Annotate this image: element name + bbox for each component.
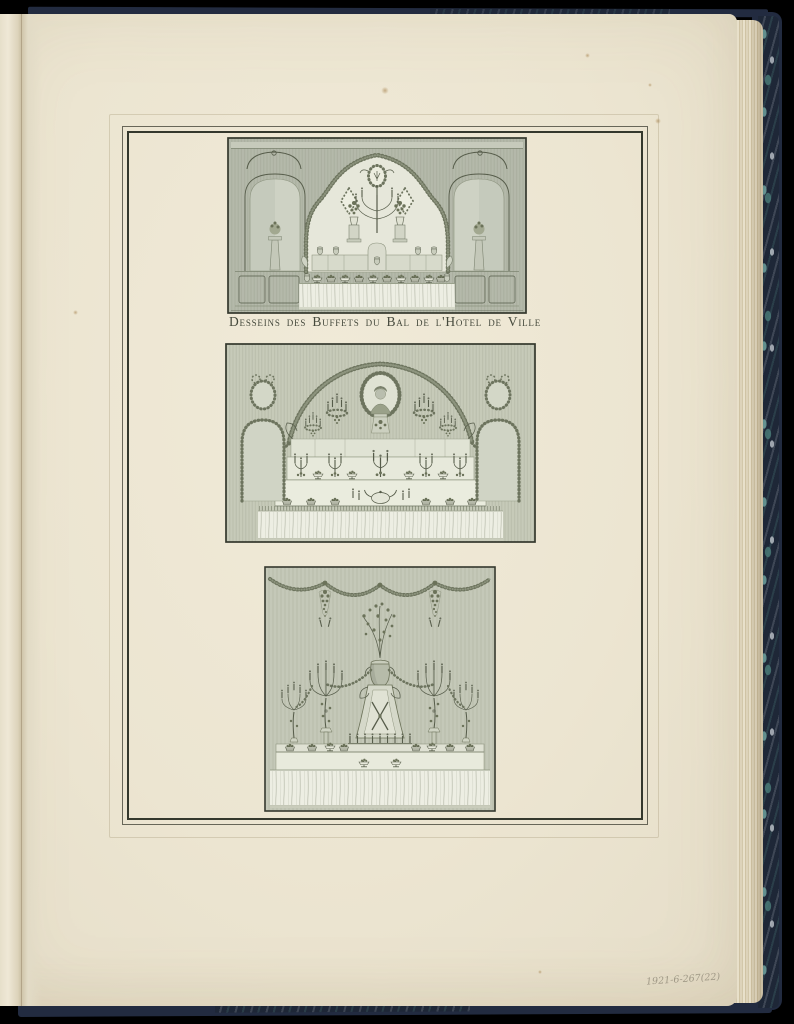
accession-number-pencil: 1921-6-267(22) xyxy=(645,971,721,988)
engraving-middle-svg xyxy=(225,343,536,543)
foxing-spot xyxy=(381,87,389,94)
engraving-top-svg xyxy=(227,137,527,314)
foxing-spot xyxy=(648,83,652,87)
tablecloth xyxy=(299,283,455,310)
candle-fence xyxy=(348,733,412,743)
foxing-spot xyxy=(73,310,78,315)
foxing-spot xyxy=(538,970,542,974)
buffet-shelf xyxy=(276,743,484,770)
engraving-middle-buffet xyxy=(225,343,536,543)
gutter-crease xyxy=(21,14,22,1006)
engraving-top-buffet xyxy=(227,137,527,314)
engraving-bottom-svg xyxy=(264,566,496,812)
book-page xyxy=(0,14,737,1006)
plate-caption: Desseins des Buffets du Bal de l'Hotel de Ville xyxy=(228,314,542,329)
tablecloth xyxy=(270,770,490,808)
foxing-spot xyxy=(585,53,590,58)
engraving-bottom-buffet xyxy=(264,566,496,812)
tablecloth xyxy=(258,506,503,541)
